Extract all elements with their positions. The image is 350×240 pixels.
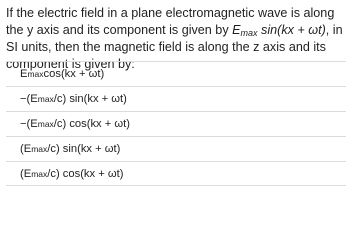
answer-option-5[interactable]: (E max /c) cos(kx + ωt) <box>6 161 346 186</box>
option-1-post: cos(kx + ωt) <box>43 68 105 80</box>
option-3-post: /c) cos(kx + ωt) <box>53 118 130 130</box>
option-1-pre: E <box>20 68 28 80</box>
question-text-part-1: If the electric field in a plane electromagnetic wave is along the y axis and its component is given by <box>6 6 335 37</box>
answer-option-4[interactable]: (E max /c) sin(kx + ωt) <box>6 136 346 161</box>
answer-option-1[interactable]: E max cos(kx + ωt) <box>6 61 346 86</box>
question-sine-term: sin(kx + ωt) <box>257 23 326 37</box>
question-text-part-2: , in SI units, then the magnetic field is along the z axis and its component is given by: <box>6 23 343 71</box>
answer-option-3[interactable]: −(E max /c) cos(kx + ωt) <box>6 111 346 136</box>
emax-subscript: max <box>240 28 258 38</box>
option-4-pre: (E <box>20 143 32 155</box>
option-3-pre: −(E <box>20 118 38 130</box>
emax-base: E <box>232 23 241 37</box>
option-4-post: /c) sin(kx + ωt) <box>47 143 121 155</box>
option-5-pre: (E <box>20 167 32 180</box>
question-emax-expression <box>232 23 326 37</box>
answer-option-2[interactable]: −(E max /c) sin(kx + ωt) <box>6 86 346 111</box>
option-2-pre: −(E <box>20 93 38 105</box>
option-2-post: /c) sin(kx + ωt) <box>53 93 127 105</box>
answer-options-list <box>6 61 346 186</box>
option-5-post: /c) cos(kx + ωt) <box>47 167 124 180</box>
